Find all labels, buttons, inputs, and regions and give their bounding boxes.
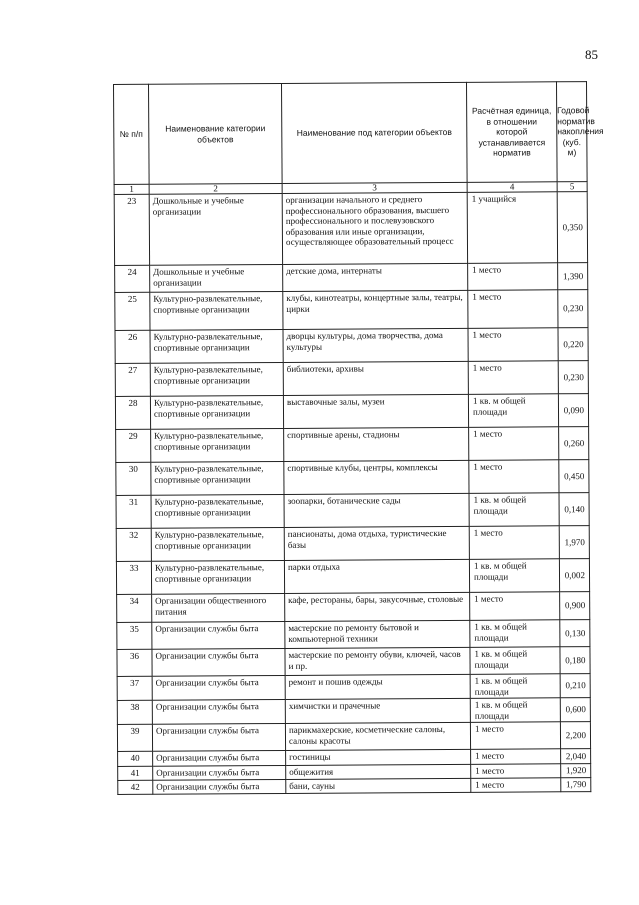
- unit-cell: 1 место: [469, 460, 559, 494]
- unit-cell: 1 место: [468, 361, 558, 395]
- norm-value-cell: 0,140: [559, 493, 589, 526]
- subcategory-cell: организации начального и среднего профессионального образования, высшего профессионального и послевузовского образования или иные организации, осуществляющее образовательный процесс: [282, 192, 467, 264]
- row-number: 31: [116, 495, 151, 528]
- norm-value-cell: 0,220: [558, 328, 588, 361]
- row-number: 27: [115, 363, 150, 396]
- category-cell: Организации службы быта: [152, 621, 285, 649]
- norm-value-cell: 0,900: [560, 592, 590, 620]
- row-number: 26: [115, 330, 150, 363]
- subcategory-cell: зоопарки, ботанические сады: [284, 493, 469, 527]
- page-number: 85: [585, 47, 598, 62]
- category-cell: Культурно-развлекательные, спортивные организации: [150, 291, 283, 330]
- column-number: 2: [149, 183, 282, 194]
- subcategory-cell: парикмахерские, косметические салоны, салоны красоты: [285, 722, 470, 750]
- subcategory-cell: общежития: [286, 764, 471, 779]
- category-cell: Организации общественного питания: [152, 593, 285, 622]
- norm-value-cell: 2,040: [561, 749, 591, 764]
- header-number: № п/п: [114, 84, 150, 184]
- table-row: [115, 394, 588, 430]
- category-cell: Культурно-развлекательные, спортивные организации: [151, 560, 284, 594]
- unit-cell: 1 кв. м общей площади: [470, 620, 560, 648]
- subcategory-cell: клубы, кинотеатры, концертные залы, театры, цирки: [283, 290, 468, 329]
- subcategory-cell: библиотеки, архивы: [283, 361, 468, 395]
- category-cell: Организации службы быта: [153, 765, 286, 779]
- table-body: [114, 192, 591, 794]
- row-number: 25: [115, 292, 150, 330]
- row-number: 33: [116, 561, 151, 594]
- category-cell: Дошкольные и учебные организации: [150, 264, 283, 292]
- row-number: 41: [118, 766, 153, 780]
- subcategory-cell: мастерские по ремонту обуви, ключей, часов и пр.: [285, 647, 470, 675]
- norm-value-cell: 0,260: [559, 427, 589, 460]
- subcategory-cell: пансионаты, дома отдыха, туристические базы: [284, 526, 469, 560]
- table-row: [116, 427, 589, 463]
- row-number: 42: [118, 780, 153, 794]
- subcategory-cell: мастерские по ремонту бытовой и компьютерной техники: [285, 620, 470, 648]
- table-row: [115, 263, 588, 293]
- category-cell: Культурно-развлекательные, спортивные организации: [150, 362, 283, 396]
- row-number: 28: [115, 396, 150, 429]
- row-number: 23: [114, 194, 149, 265]
- subcategory-cell: кафе, рестораны, бары, закусочные, столовые: [285, 592, 470, 621]
- table-row: [117, 698, 590, 725]
- norm-value-cell: 0,450: [559, 460, 589, 493]
- norm-value-cell: 1,970: [559, 526, 589, 559]
- row-number: 24: [115, 265, 150, 292]
- table-row: [117, 674, 590, 701]
- subcategory-cell: бани, сауны: [286, 778, 471, 793]
- category-cell: Организации службы быта: [152, 648, 285, 676]
- unit-cell: 1 место: [468, 290, 558, 329]
- norm-value-cell: 0,090: [558, 394, 588, 427]
- category-cell: Организации службы быта: [152, 675, 285, 700]
- unit-cell: 1 место: [468, 328, 558, 362]
- row-number: 36: [117, 649, 152, 676]
- norm-value-cell: 0,350: [557, 192, 587, 263]
- category-cell: Организации службы быта: [153, 750, 286, 766]
- row-number: 38: [117, 700, 152, 724]
- table-row: [115, 290, 588, 331]
- norm-value-cell: 1,390: [558, 263, 588, 290]
- table-row: [117, 620, 590, 650]
- table-row: [116, 559, 589, 595]
- unit-cell: 1 место: [471, 777, 561, 792]
- subcategory-cell: спортивные клубы, центры, комплексы: [284, 460, 469, 494]
- norms-table: [113, 81, 604, 794]
- header-subcategory: Наименование под категории объектов: [281, 82, 467, 183]
- unit-cell: 1 кв. м общей площади: [470, 674, 560, 699]
- unit-cell: 1 место: [471, 764, 561, 778]
- table-row: [116, 460, 589, 496]
- column-number: 5: [557, 182, 587, 192]
- category-cell: Культурно-развлекательные, спортивные организации: [151, 428, 284, 462]
- unit-cell: 1 учащийся: [467, 192, 557, 264]
- category-cell: Культурно-развлекательные, спортивные организации: [151, 494, 284, 528]
- column-number: 4: [467, 182, 557, 193]
- unit-cell: 1 кв. м общей площади: [470, 647, 560, 675]
- norm-value-cell: 2,200: [560, 722, 590, 749]
- subcategory-cell: химчистки и прачечные: [285, 698, 470, 723]
- table-row: [117, 647, 590, 677]
- category-cell: Культурно-развлекательные, спортивные организации: [151, 461, 284, 495]
- norm-value-cell: 1,790: [561, 777, 591, 791]
- unit-cell: 1 кв. м общей площади: [470, 698, 560, 723]
- unit-cell: 1 кв. м общей площади: [468, 394, 558, 428]
- category-cell: Организации службы быта: [153, 779, 286, 794]
- subcategory-cell: детские дома, интернаты: [283, 263, 468, 291]
- header-unit: Расчётная единица, в отношении которой устанавливается норматив: [466, 82, 557, 183]
- header-category: Наименование категории объектов: [149, 83, 283, 184]
- header-row: [114, 82, 588, 185]
- norm-value-cell: 1,920: [561, 764, 591, 778]
- row-number: 32: [116, 528, 151, 561]
- norm-value-cell: 0,180: [560, 647, 590, 674]
- category-cell: Дошкольные и учебные организации: [149, 193, 282, 265]
- category-cell: Культурно-развлекательные, спортивные организации: [150, 329, 283, 363]
- norm-value-cell: 0,002: [559, 559, 589, 592]
- unit-cell: 1 место: [469, 526, 559, 560]
- subcategory-cell: ремонт и пошив одежды: [285, 674, 470, 699]
- table-row: [116, 493, 589, 529]
- subcategory-cell: гостиницы: [286, 749, 471, 765]
- category-cell: Культурно-развлекательные, спортивные организации: [150, 395, 283, 429]
- column-number: 3: [282, 182, 467, 193]
- norm-value-cell: 0,210: [560, 674, 590, 698]
- unit-cell: 1 место: [468, 263, 558, 291]
- subcategory-cell: дворцы культуры, дома творчества, дома культуры: [283, 328, 468, 362]
- row-number: 35: [117, 622, 152, 649]
- unit-cell: 1 кв. м общей площади: [469, 493, 559, 527]
- table-row: [116, 526, 589, 562]
- category-cell: Организации службы быта: [152, 723, 285, 751]
- table-row: [115, 361, 588, 397]
- unit-cell: 1 место: [469, 427, 559, 461]
- table-row: [117, 722, 590, 752]
- table-row: [118, 777, 591, 794]
- row-number: 29: [116, 429, 151, 462]
- unit-cell: 1 место: [471, 749, 561, 765]
- unit-cell: 1 место: [470, 722, 560, 750]
- subcategory-cell: выставочные залы, музеи: [283, 394, 468, 428]
- table-row: [115, 328, 588, 364]
- column-number: 1: [114, 184, 149, 194]
- category-cell: Культурно-развлекательные, спортивные организации: [151, 527, 284, 561]
- norm-value-cell: 0,230: [558, 361, 588, 394]
- row-number: 40: [118, 751, 153, 766]
- header-norm: Годовой норматив накопления (куб. м): [556, 82, 587, 182]
- norm-value-cell: 0,230: [558, 290, 588, 328]
- unit-cell: 1 место: [470, 592, 560, 621]
- row-number: 37: [117, 676, 152, 700]
- category-cell: Организации службы быта: [152, 699, 285, 724]
- norm-value-cell: 0,130: [560, 620, 590, 647]
- row-number: 34: [117, 594, 152, 622]
- table-row: [114, 192, 587, 266]
- subcategory-cell: спортивные арены, стадионы: [284, 427, 469, 461]
- subcategory-cell: парки отдыха: [284, 559, 469, 593]
- unit-cell: 1 кв. м общей площади: [469, 559, 559, 593]
- norm-value-cell: 0,600: [560, 698, 590, 722]
- row-number: 30: [116, 462, 151, 495]
- row-number: 39: [117, 724, 152, 751]
- table-row: [117, 592, 590, 623]
